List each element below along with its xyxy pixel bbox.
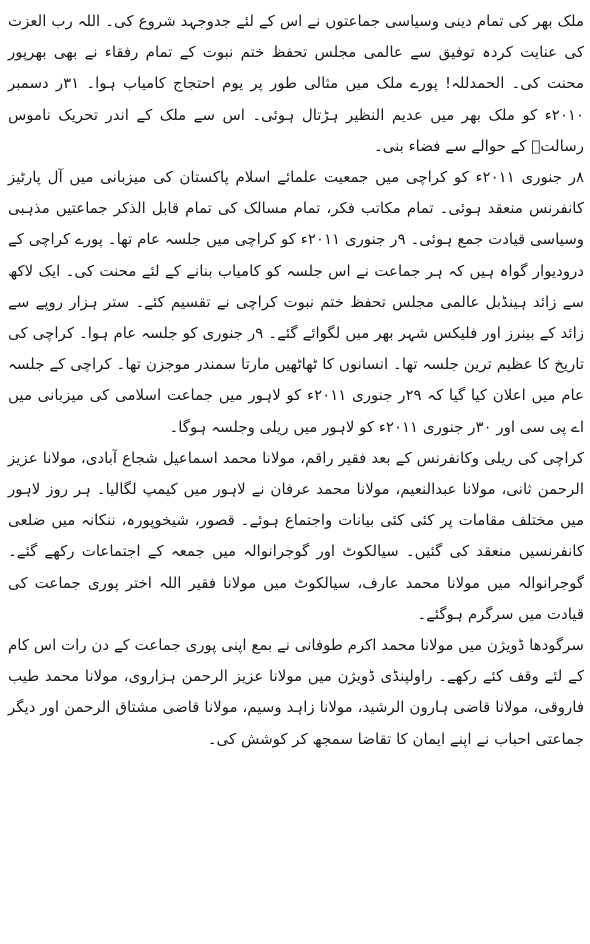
paragraph-apc-background: ملک بھر کی تمام دینی وسیاسی جماعتوں نے اس کے لئے جدوجہد شروع کی۔ اللہ رب العزت کی عنایت کردہ توفیق سے عالمی مجلس تحفظ ختم نبوت کے تمام رفقاء نے بھی بھرپور محنت کی۔ الحمدللہ! پورے ملک میں مثالی طور پر یوم احتجاج کامیاب ہوا۔ ۳۱ر دسمبر ۲۰۱۰ء کو ملک بھر میں عدیم النظیر ہڑتال ہوئی۔ اس سے ملک کے اندر تحریک ناموس رسالتؐ کے حوالے سے فضاء بنی۔	[8, 12, 585, 155]
paragraph-lahore-camp: کراچی کی ریلی وکانفرنس کے بعد فقیر راقم، مولانا محمد اسماعیل شجاع آبادی، مولانا عزیز الرحمن ثانی، مولانا عبدالنعیم، مولانا محمد عرفان نے لاہور میں کیمپ لگالیا۔ ہر روز لاہور میں مختلف مقامات پر کئی کئی بیانات واجتماع ہوئے۔ قصور، شیخوپورہ، ننکانہ میں ضلعی کانفرنسیں منعقد کی گئیں۔ سیالکوٹ اور گوجرانوالہ میں جمعہ کے اجتماعات رکھے گئے۔ گوجرانوالہ میں مولانا محمد عارف، سیالکوٹ میں مولانا فقیر اللہ اختر پوری جماعت کی قیادت میں سرگرم ہوگئے۔	[8, 448, 584, 623]
paragraph-divisions: سرگودھا ڈویژن میں مولانا محمد اکرم طوفانی نے بمع اپنی پوری جماعت کے دن رات اس کام کے لئے وقف کئے رکھے۔ راولپنڈی ڈویژن میں مولانا عزیز الرحمن ہزاروی، مولانا محمد طیب فاروقی، مولانا قاضی ہارون الرشید، مولانا زاہد وسیم، مولانا قاضی مشتاق الرحمن اور دیگر جماعتی احباب نے اپنے ایمان کا تقاضا سمجھ کر کوشش کی۔	[8, 636, 584, 748]
paragraph-karachi-conference: ۸ر جنوری ۲۰۱۱ء کو کراچی میں جمعیت علمائے اسلام پاکستان کی میزبانی میں آل پارٹیز کانفرنس منعقد ہوئی۔ تمام مکاتب فکر، تمام مسالک کی تمام قابل الذکر جماعتیں مذہبی وسیاسی قیادت جمع ہوئی۔ ۹ر جنوری ۲۰۱۱ء کو کراچی میں جلسہ عام تھا۔ پورے کراچی کے درودیوار گواہ ہیں کہ ہر جماعت نے اس جلسہ کو کامیاب بنانے کے لئے محنت کی۔ ایک لاکھ سے زائد ہینڈبل عالمی مجلس تحفظ ختم نبوت کراچی نے تقسیم کئے۔ ستر ہزار روپے سے زائد کے بینرز اور فلیکس شہر بھر میں لگوائے گئے۔ ۹ر جنوری کو جلسہ عام ہوا۔ کراچی کی تاریخ کا عظیم ترین جلسہ تھا۔ انسانوں کا ٹھاٹھیں مارتا سمندر موجزن تھا۔ کراچی کے جلسہ عام میں اعلان کیا گیا کہ ۲۹ر جنوری ۲۰۱۱ء کو لاہور میں جماعت اسلامی کی میزبانی میں اے پی سی اور ۳۰ر جنوری ۲۰۱۱ء کو لاہور میں ریلی وجلسہ ہوگا۔	[8, 168, 585, 436]
document-page	[8, 6, 584, 755]
